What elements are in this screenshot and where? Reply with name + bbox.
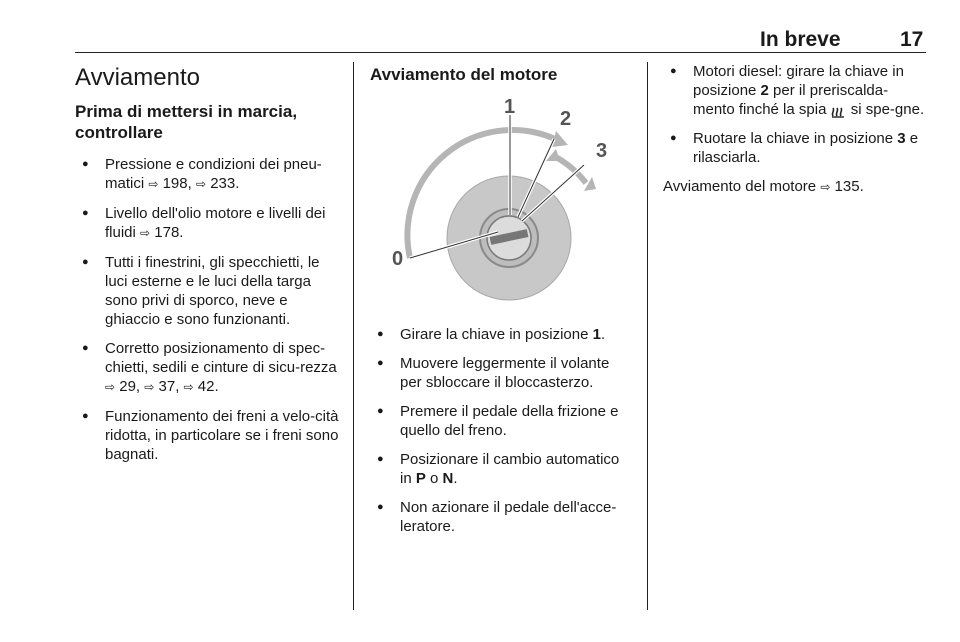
engine-start-reference xyxy=(663,177,927,197)
list-item: ● Corretto posizionamento di spec-chietti, sedili e cinture di sicu-rezza ⇨ 29, ⇨ 37, ⇨ 42. xyxy=(82,340,337,395)
emphasis: N xyxy=(442,470,454,487)
figure-label-1: 1 xyxy=(504,96,516,118)
list-item-end: . xyxy=(453,470,458,487)
column-divider-2 xyxy=(647,62,648,610)
list-item-text: Pressione e condizioni dei pneu-matici xyxy=(105,156,322,192)
engine-start-steps xyxy=(370,325,635,536)
reference-arrow-icon: ⇨ xyxy=(105,380,116,394)
list-item-text: Funzionamento dei freni a velo-cità ridotta, in particolare se i freni sono bagnati. xyxy=(105,408,339,463)
list-item-text: Muovere leggermente il volante per sbloccare il bloccasterzo. xyxy=(400,355,610,391)
page-reference[interactable] xyxy=(140,224,179,241)
reference-page[interactable]: 135 xyxy=(834,178,860,195)
reference-text: Avviamento del motore xyxy=(663,178,817,195)
bullet-icon: ● xyxy=(82,256,89,268)
figure-label-0: 0 xyxy=(392,248,404,270)
list-item-text: Premere il pedale della frizione e quello del freno. xyxy=(400,403,619,439)
column-middle xyxy=(370,62,635,546)
bullet-icon: ● xyxy=(82,342,89,354)
list-item xyxy=(663,129,927,167)
page-reference[interactable] xyxy=(144,378,175,395)
list-item xyxy=(75,407,345,464)
list-item-text: Girare la chiave in posizione xyxy=(400,326,593,343)
header-rule xyxy=(75,52,926,53)
reference-arrow-icon: ⇨ xyxy=(820,180,831,194)
section-title: Avviamento xyxy=(75,64,200,91)
reference-end: . xyxy=(859,178,864,195)
list-item xyxy=(370,354,635,392)
reference-page[interactable]: 42 xyxy=(197,378,215,395)
list-item-text: Livello dell'olio motore e livelli dei fluidi xyxy=(105,205,326,241)
list-item xyxy=(75,204,345,243)
header-title: In breve xyxy=(760,28,841,51)
emphasis: 1 xyxy=(592,326,601,343)
list-item-text: Posizionare il cambio automatico in xyxy=(400,451,620,487)
list-item-end: . xyxy=(214,378,219,395)
list-item-text: Corretto posizionamento di spec-chietti, sedili e cinture di sicu-rezza xyxy=(105,340,337,376)
list-item xyxy=(663,62,927,119)
list-item-text: o xyxy=(425,470,443,487)
bullet-icon: ● xyxy=(377,328,384,340)
list-item xyxy=(370,402,635,440)
page-reference[interactable] xyxy=(148,175,187,192)
column-divider-1 xyxy=(353,62,354,610)
reference-arrow-icon: ⇨ xyxy=(140,226,151,240)
bullet-icon: ● xyxy=(377,405,384,417)
figure-label-3: 3 xyxy=(596,140,608,162)
bullet-icon: ● xyxy=(377,453,384,465)
reference-page[interactable]: 37 xyxy=(158,378,176,395)
reference-arrow-icon: ⇨ xyxy=(183,380,194,394)
list-item-text: Ruotare la chiave in posizione xyxy=(693,130,898,147)
list-item: ● Pressione e condizioni dei pneu-matici ⇨ 198, ⇨ 233. xyxy=(82,156,322,192)
reference-arrow-icon: ⇨ xyxy=(148,177,159,191)
list-item-text: Tutti i finestrini, gli specchietti, le luci esterne e le luci della targa sono privi di sporco, neve e ghiaccio e sono funzionanti. xyxy=(105,254,320,328)
list-item xyxy=(370,450,635,488)
list-item-text: e rilasciarla. xyxy=(693,130,919,166)
column-left xyxy=(75,62,345,474)
subsection-title: Prima di mettersi in marcia, controllare xyxy=(75,102,298,142)
bullet-icon: ● xyxy=(670,132,677,144)
reference-arrow-icon: ⇨ xyxy=(195,177,207,191)
list-item xyxy=(75,253,345,329)
list-item xyxy=(370,325,635,344)
list-item-text: Non azionare il pedale dell'acce-leratore. xyxy=(400,499,617,535)
reference-page[interactable]: 233 xyxy=(210,175,236,192)
emphasis: 3 xyxy=(897,130,906,147)
reference-page[interactable]: 29 xyxy=(119,378,136,395)
engine-start-steps-cont xyxy=(663,62,927,167)
emphasis: 2 xyxy=(760,82,769,99)
reference-page[interactable]: 178 xyxy=(154,224,180,241)
bullet-icon: ● xyxy=(82,158,89,170)
list-item-text: si spe-gne. xyxy=(846,101,925,118)
list-item-text: Motori diesel: girare la chiave in posizione xyxy=(693,63,904,99)
list-item-end: . xyxy=(179,224,184,241)
figure-label-2: 2 xyxy=(560,108,572,130)
list-item xyxy=(370,498,635,536)
list-item-text: per il preriscalda-mento finché la spia xyxy=(693,82,889,118)
list-item-end: . xyxy=(235,175,240,192)
page-reference[interactable] xyxy=(105,378,136,395)
page-number: 17 xyxy=(900,28,924,51)
ignition-switch-figure xyxy=(370,95,635,307)
reference-arrow-icon: ⇨ xyxy=(144,380,155,394)
reference-page[interactable]: 198 xyxy=(162,175,188,192)
bullet-icon: ● xyxy=(377,357,384,369)
engine-start-title: Avviamento del motore xyxy=(370,65,558,84)
checklist xyxy=(75,155,345,464)
page-reference[interactable] xyxy=(184,378,215,395)
bullet-icon: ● xyxy=(670,65,677,77)
column-right xyxy=(663,62,927,197)
page-reference[interactable] xyxy=(196,175,235,192)
bullet-icon: ● xyxy=(82,410,89,422)
list-item-end: . xyxy=(600,326,606,343)
glow-plug-icon xyxy=(831,104,847,116)
bullet-icon: ● xyxy=(377,501,384,513)
emphasis: P xyxy=(415,470,426,487)
bullet-icon: ● xyxy=(82,207,89,219)
